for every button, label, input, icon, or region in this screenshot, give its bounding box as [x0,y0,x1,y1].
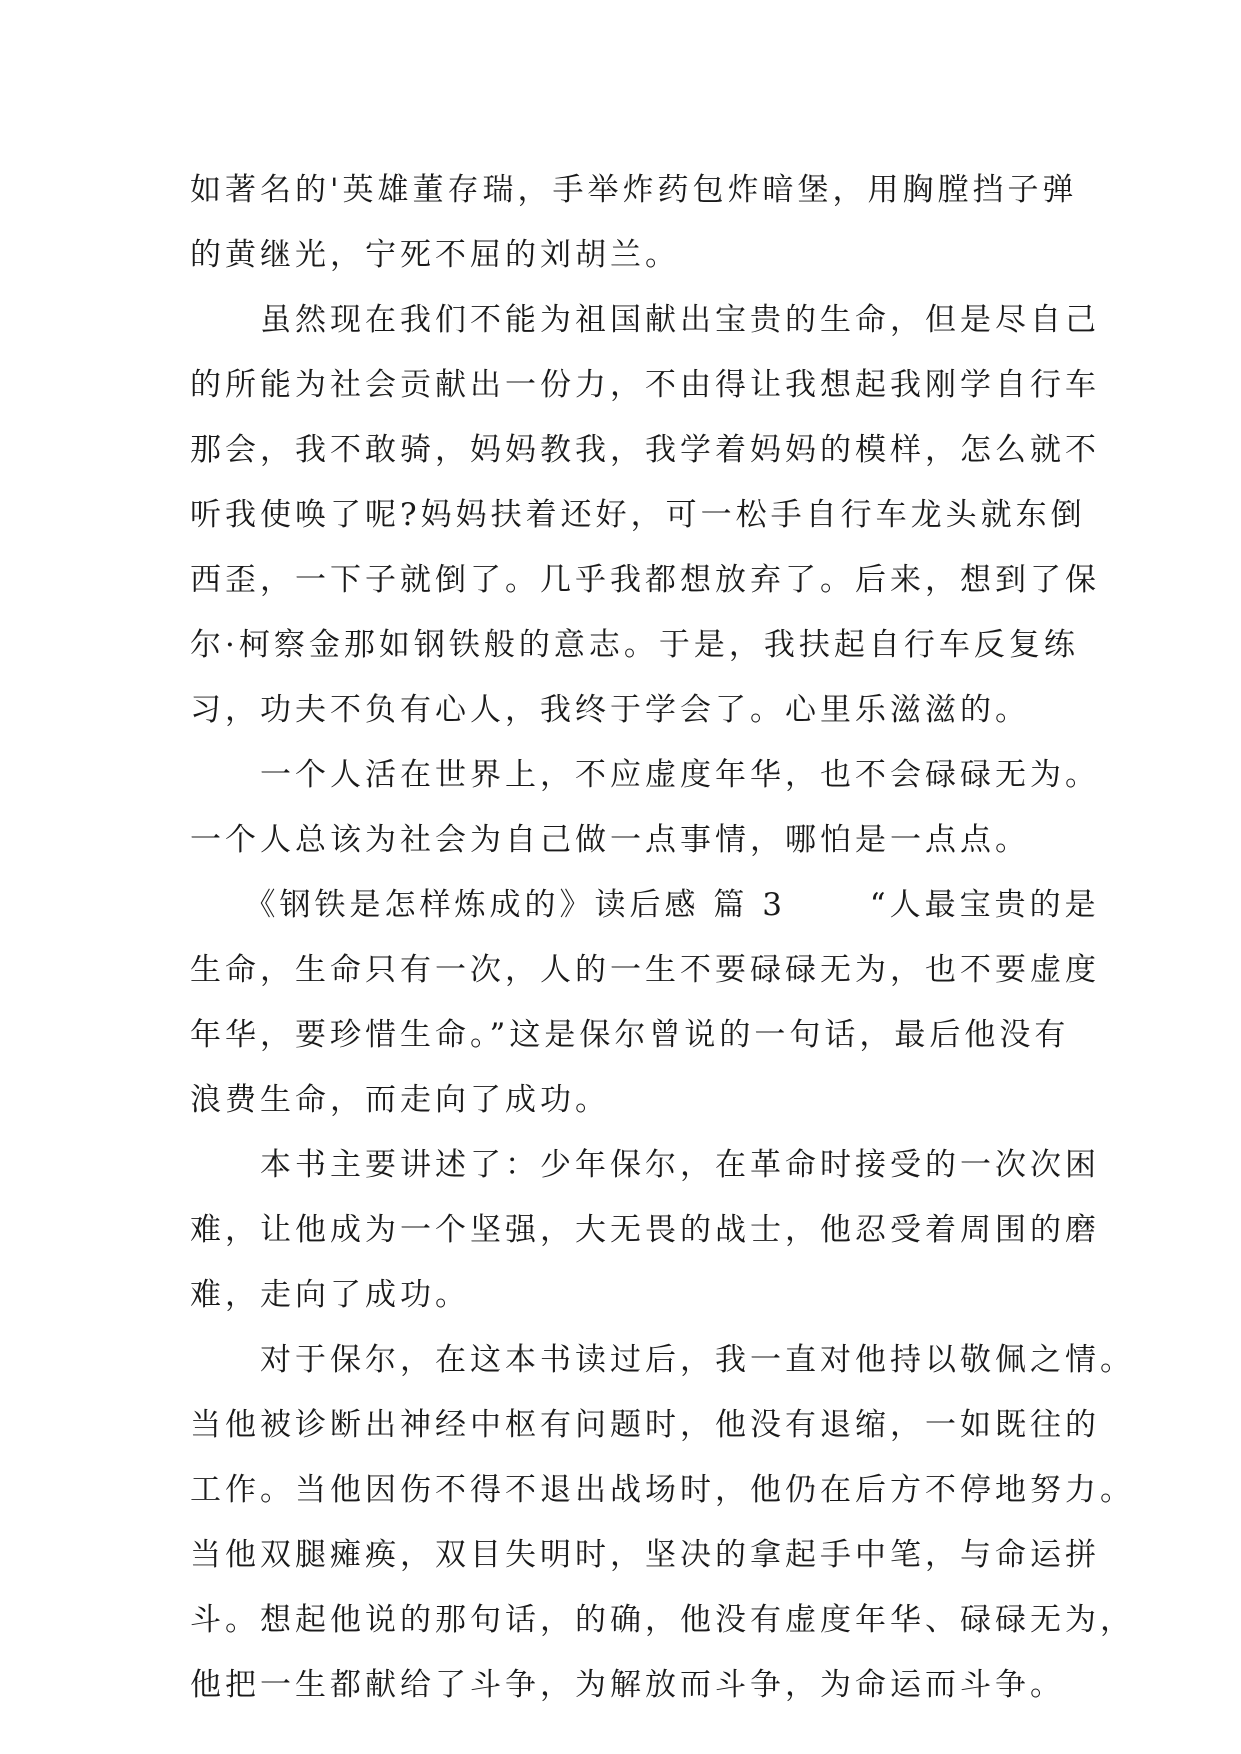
text-line: 一个人活在世界上，不应虚度年华，也不会碌碌无为。 [190,757,1100,793]
text-line: 西歪，一下子就倒了。几乎我都想放弃了。后来，想到了保 [190,562,1100,598]
text-line: 当他双腿瘫痪，双目失明时，坚决的拿起手中笔，与命运拼 [190,1537,1100,1573]
text-line: 《钢铁是怎样炼成的》读后感 篇 3 “人最宝贵的是 [190,887,1100,923]
text-line: 虽然现在我们不能为祖国献出宝贵的生命，但是尽自己 [190,302,1100,338]
text-line: 年华，要珍惜生命。”这是保尔曾说的一句话，最后他没有 [190,1017,1070,1053]
text-line: 难，走向了成功。 [190,1277,470,1313]
text-line: 当他被诊断出神经中枢有问题时，他没有退缩，一如既往的 [190,1407,1100,1443]
text-line: 如著名的'英雄董存瑞，手举炸药包炸暗堡，用胸膛挡子弹 [190,172,1078,208]
text-line: 生命，生命只有一次，人的一生不要碌碌无为，也不要虚度 [190,952,1100,988]
text-line: 那会，我不敢骑，妈妈教我，我学着妈妈的模样，怎么就不 [190,432,1100,468]
text-line: 工作。当他因伤不得不退出战场时，他仍在后方不停地努力。 [190,1472,1135,1508]
text-line: 对于保尔，在这本书读过后，我一直对他持以敬佩之情。 [190,1342,1135,1378]
text-line: 尔·柯察金那如钢铁般的意志。于是，我扶起自行车反复练 [190,627,1079,663]
text-line: 的黄继光，宁死不屈的刘胡兰。 [190,237,680,273]
text-line: 本书主要讲述了：少年保尔，在革命时接受的一次次困 [190,1147,1100,1183]
text-line: 听我使唤了呢?妈妈扶着还好，可一松手自行车龙头就东倒 [190,497,1086,533]
document-body [190,158,1135,1718]
text-line: 斗。想起他说的那句话，的确，他没有虚度年华、碌碌无为， [190,1602,1135,1638]
text-line: 一个人总该为社会为自己做一点事情，哪怕是一点点。 [190,822,1030,858]
text-line: 浪费生命，而走向了成功。 [190,1082,610,1118]
text-line: 他把一生都献给了斗争，为解放而斗争，为命运而斗争。 [190,1667,1065,1703]
text-line: 难，让他成为一个坚强，大无畏的战士，他忍受着周围的磨 [190,1212,1100,1248]
text-line: 习，功夫不负有心人，我终于学会了。心里乐滋滋的。 [190,692,1030,728]
text-line: 的所能为社会贡献出一份力，不由得让我想起我刚学自行车 [190,367,1100,403]
